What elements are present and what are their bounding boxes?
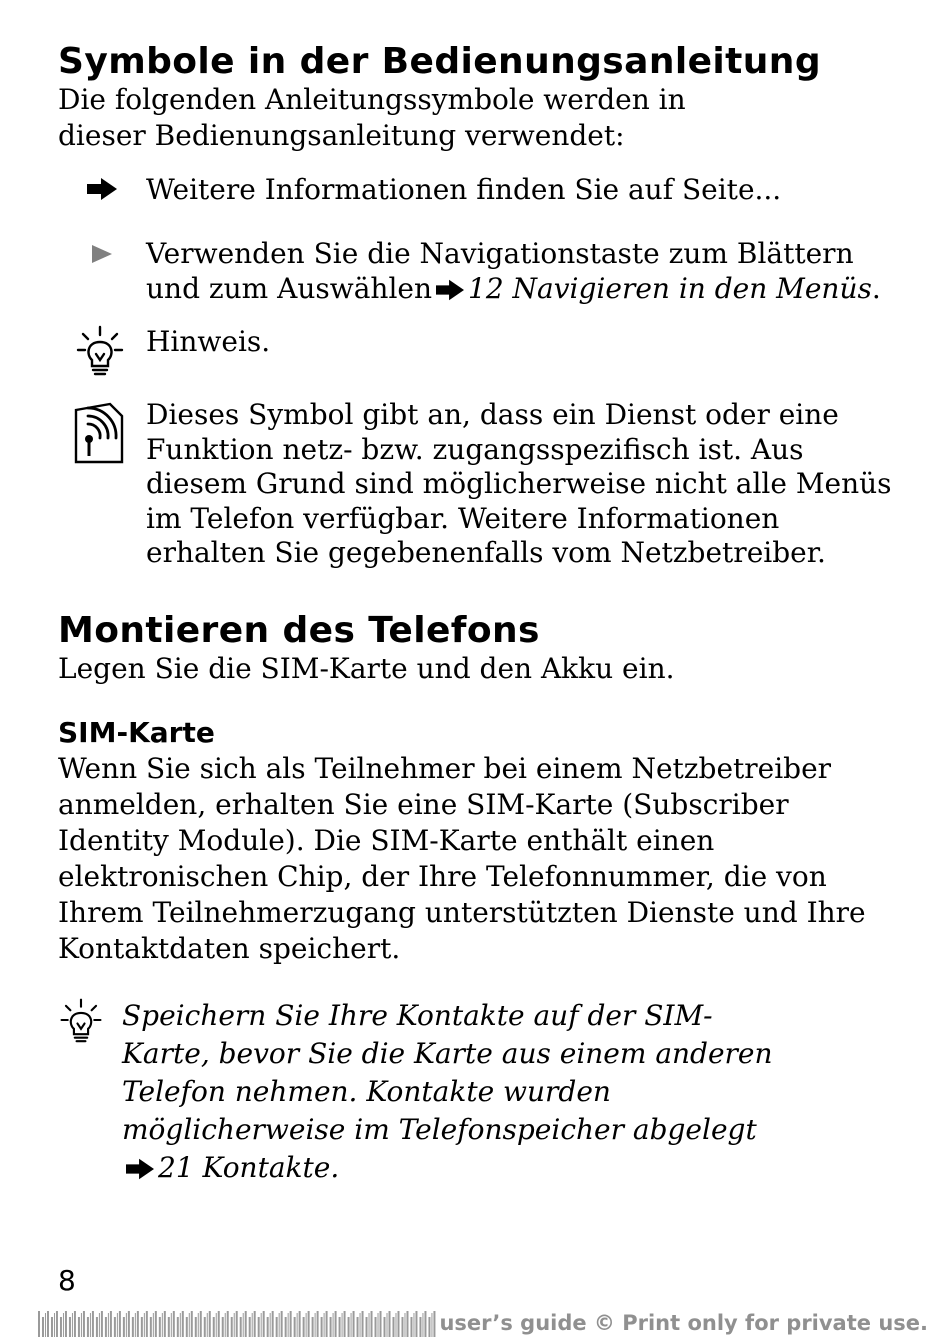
network-service-icon bbox=[58, 398, 146, 466]
sim-card-note bbox=[58, 997, 898, 1187]
manual-page bbox=[58, 41, 898, 1187]
section-title-assembly: Montieren des Telefons bbox=[58, 609, 540, 651]
symbol-list bbox=[58, 172, 898, 571]
symbol-row-reference bbox=[58, 172, 898, 207]
symbol-row-navigation bbox=[58, 236, 898, 306]
lightbulb-icon bbox=[58, 997, 122, 1047]
footer-text: user’s guide © Print only for private use. bbox=[439, 1311, 928, 1335]
symbols-intro: Die folgenden Anleitungssymbole werden in dieser Bedienungsanleitung verwendet: bbox=[58, 83, 686, 152]
assembly-intro: Legen Sie die SIM-Karte und den Akku ein. bbox=[58, 651, 675, 685]
right-arrow-icon bbox=[58, 172, 146, 200]
inline-arrow-icon bbox=[436, 279, 464, 301]
section-title-sim-card: SIM-Karte bbox=[58, 715, 215, 749]
inline-arrow-icon bbox=[126, 1158, 154, 1180]
note-text: Speichern Sie Ihre Kontakte auf der SIM-Karte, bevor Sie die Karte aus einem anderen Telefon nehmen. Kontakte wurden möglicherweise im Telefonspeicher abgelegt bbox=[122, 998, 773, 1146]
footer-watermark bbox=[38, 1306, 928, 1340]
navigation-text: Verwenden Sie die Navigationstaste zum Blättern und zum Auswählen bbox=[146, 237, 854, 305]
section-title-symbols: Symbole in der Bedienungsanleitung bbox=[58, 41, 821, 82]
note-text-end: . bbox=[330, 1150, 340, 1184]
symbol-text-network: Dieses Symbol gibt an, dass ein Dienst oder eine Funktion netz- bzw. zugangsspezifisch ist. Aus diesem Grund sind möglicherweise nicht alle Menüs im Telefon verfügbar. Weitere Informationen erhalten Sie gegebenenfalls vom Netzbetreiber. bbox=[146, 398, 892, 569]
sim-card-note-text bbox=[122, 997, 792, 1187]
symbol-text-hint: Hinweis. bbox=[146, 325, 271, 358]
footer-barcode-stripes bbox=[38, 1309, 437, 1337]
symbol-row-hint bbox=[58, 324, 898, 376]
symbol-text-reference: Weitere Informationen finden Sie auf Seite... bbox=[146, 173, 782, 206]
page-number: 8 bbox=[58, 1264, 76, 1297]
symbol-row-network bbox=[58, 398, 898, 571]
symbol-text-navigation bbox=[146, 236, 898, 306]
contacts-reference-link[interactable]: 21 Kontakte bbox=[158, 1150, 331, 1184]
lightbulb-icon bbox=[58, 324, 146, 376]
navigation-text-end: . bbox=[871, 272, 881, 305]
sim-card-body: Wenn Sie sich als Teilnehmer bei einem Netzbetreiber anmelden, erhalten Sie eine SIM-Karte (Subscriber Identity Module). Die SIM-Karte enthält einen elektronischen Chip, der Ihre Telefonnummer, die von Ihrem Teilnehmerzugang unterstützten Dienste und Ihre Kontaktdaten speichert. bbox=[58, 751, 866, 965]
navigation-reference-link[interactable]: 12 Navigieren in den Menüs bbox=[468, 272, 872, 305]
triangle-right-icon bbox=[58, 236, 146, 263]
